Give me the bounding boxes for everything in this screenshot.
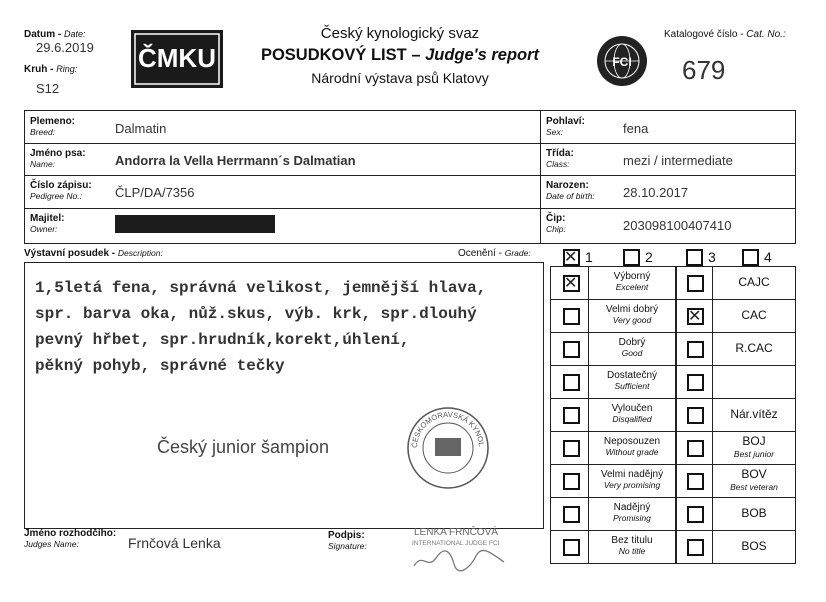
- grade-name: Výborný: [613, 271, 651, 282]
- date-value: 29.6.2019: [36, 40, 94, 55]
- grade-name-en: Good: [621, 348, 643, 358]
- born-label: Narozen: Date of birth:: [546, 180, 595, 201]
- title-name-en: Best junior: [733, 449, 775, 459]
- title-checkbox[interactable]: [687, 539, 704, 556]
- grade-name-en: No title: [618, 546, 646, 556]
- title-checkbox[interactable]: [687, 407, 704, 424]
- grade-name-en: Very good: [612, 315, 652, 325]
- grade-text: [588, 535, 676, 557]
- description-box: [24, 262, 544, 529]
- born-value: 28.10.2017: [623, 185, 689, 200]
- description-label: Výstavní posudek - Description:: [24, 248, 163, 259]
- cmku-logo-text: ČMKU: [138, 43, 216, 73]
- pedigree-value: ČLP/DA/7356: [115, 185, 195, 200]
- show-name: Národní výstava psů Klatovy: [311, 70, 489, 86]
- grade-name-en: Without grade: [605, 447, 659, 457]
- sex-label: Pohlaví: Sex:: [546, 116, 585, 137]
- date-label: Datum - Date:: [24, 29, 86, 40]
- title-checkbox[interactable]: [687, 275, 704, 292]
- signature-scribble: [410, 546, 510, 572]
- fci-logo: [596, 35, 648, 87]
- placement-2-label: 2: [645, 249, 653, 265]
- grade-name: Vyloučen: [611, 403, 653, 414]
- title-checkbox[interactable]: [687, 506, 704, 523]
- award-title: Český junior šampion: [157, 437, 330, 457]
- title-text: [712, 408, 796, 421]
- grade-name-en: Sufficient: [614, 381, 650, 391]
- fci-globe-icon: [596, 35, 648, 87]
- pedigree-label: Číslo zápisu: Pedigree No.:: [30, 180, 92, 201]
- title-name: Nár.vítěz: [730, 407, 778, 421]
- title-name: BOV: [741, 467, 767, 481]
- cmku-logo: [131, 30, 223, 88]
- grade-text: [588, 337, 676, 359]
- stamp-text: ČESKOMORAVSKÁ KYNOL: [409, 409, 487, 449]
- judge-value: Frnčová Lenka: [128, 535, 221, 551]
- description-line-4: pěkný pohyb, správné tečky: [35, 357, 285, 375]
- description-line-1: 1,5letá fena, správná velikost, jemnější hlava,: [35, 279, 487, 297]
- grade-text: [588, 304, 676, 326]
- cmku-stamp: [405, 405, 491, 491]
- fci-logo-text: FCI: [612, 55, 632, 69]
- title-text: [712, 468, 796, 494]
- grade-checkbox[interactable]: [563, 539, 580, 556]
- title-checkbox[interactable]: [687, 374, 704, 391]
- title-name: CAC: [741, 308, 767, 322]
- grade-text: [588, 469, 676, 491]
- grade-checkbox[interactable]: [563, 275, 580, 292]
- title-name-en: Best veteran: [730, 482, 778, 492]
- stamp-icon: [405, 405, 491, 491]
- sex-value: fena: [623, 121, 649, 136]
- title-name: BOJ: [742, 434, 766, 448]
- class-value: mezi / intermediate: [623, 153, 733, 168]
- signature-stamp-name: LENKA FRNČOVÁ: [414, 527, 498, 538]
- catalog-label: Katalogové číslo - Cat. No.:: [664, 29, 786, 40]
- grade-checkbox[interactable]: [563, 473, 580, 490]
- title-label-cell: [712, 365, 796, 399]
- grade-name-en: Excelent: [615, 282, 649, 292]
- name-label: Jméno psa: Name:: [30, 148, 86, 169]
- grade-label: Ocenění - Grade:: [458, 248, 531, 259]
- name-value: Andorra la Vella Herrmann´s Dalmatian: [115, 153, 356, 168]
- grade-checkbox[interactable]: [563, 374, 580, 391]
- grade-text: [588, 436, 676, 458]
- grade-name: Velmi dobrý: [605, 304, 659, 315]
- grade-name-en: Promising: [613, 513, 651, 523]
- title-name: BOS: [741, 539, 767, 553]
- title-checkbox[interactable]: [687, 473, 704, 490]
- grade-name: Nadějný: [613, 502, 651, 513]
- title-text: [712, 276, 796, 289]
- placement-3-checkbox[interactable]: [686, 249, 703, 266]
- title-checkbox[interactable]: [687, 440, 704, 457]
- placement-2-checkbox[interactable]: [623, 249, 640, 266]
- grade-text: [588, 271, 676, 293]
- owner-label: Majitel: Owner:: [30, 213, 65, 234]
- grade-checkbox[interactable]: [563, 341, 580, 358]
- title-text: [712, 507, 796, 520]
- grade-name: Dobrý: [618, 337, 646, 348]
- title-name: BOB: [741, 506, 767, 520]
- grade-checkbox[interactable]: [563, 407, 580, 424]
- owner-redacted: [115, 215, 275, 233]
- title-text: [712, 435, 796, 461]
- grade-name: Velmi nadějný: [600, 469, 664, 480]
- placement-1-label: 1: [585, 249, 593, 265]
- catalog-value: 679: [682, 55, 726, 85]
- judge-label: Jméno rozhodčího: Judges Name:: [24, 528, 117, 549]
- title-text: [712, 540, 796, 553]
- grade-checkbox[interactable]: [563, 308, 580, 325]
- description-line-3: pevný hřbet, spr.hrudník,korekt,úhlení,: [35, 331, 410, 349]
- grade-text: [588, 370, 676, 392]
- description-line-2: spr. barva oka, nůž.skus, výb. krk, spr.dlouhý: [35, 305, 477, 323]
- chip-label: Čip: Chip:: [546, 213, 566, 234]
- grade-name: Neposouzen: [603, 436, 661, 447]
- cmku-logo-mark: [131, 30, 223, 88]
- title-name: CAJC: [738, 275, 770, 289]
- title-checkbox[interactable]: [687, 341, 704, 358]
- title-text: [712, 342, 796, 355]
- grade-name-en: Very promising: [603, 480, 661, 490]
- signature-label: Podpis: Signature:: [328, 530, 367, 551]
- grade-text: [588, 403, 676, 425]
- placement-3-label: 3: [708, 249, 716, 265]
- ring-label: Kruh - Ring:: [24, 64, 78, 75]
- grade-name-en: Disqalified: [612, 414, 652, 424]
- chip-value: 203098100407410: [623, 218, 732, 233]
- placement-4-label: 4: [764, 249, 772, 265]
- info-table: [24, 110, 796, 244]
- placement-1-checkbox[interactable]: [563, 249, 580, 266]
- breed-value: Dalmatin: [115, 121, 167, 136]
- grade-text: [588, 502, 676, 524]
- grade-checkbox[interactable]: [563, 506, 580, 523]
- breed-label: Plemeno: Breed:: [30, 116, 76, 137]
- placement-4-checkbox[interactable]: [742, 249, 759, 266]
- grade-checkbox[interactable]: [563, 440, 580, 457]
- grade-name: Bez titulu: [611, 535, 653, 546]
- ring-value: S12: [36, 81, 60, 96]
- class-label: Třída: Class:: [546, 148, 574, 169]
- signature-stamp-sub: INTERNATIONAL JUDGE FCI: [412, 540, 500, 547]
- title-text: [712, 309, 796, 322]
- org-name: Český kynologický svaz: [320, 25, 480, 42]
- grade-name: Dostatečný: [606, 370, 658, 381]
- title-checkbox[interactable]: [687, 308, 704, 325]
- report-title: POSUDKOVÝ LIST – Judge's report: [260, 46, 540, 64]
- title-name: R.CAC: [735, 341, 773, 355]
